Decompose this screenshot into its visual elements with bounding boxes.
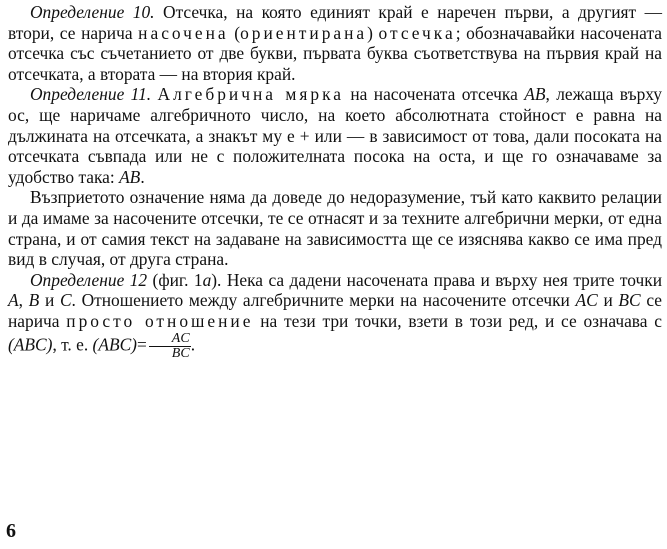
p2-segment-ab-1: AB <box>524 84 546 105</box>
p4-text-g: . <box>190 334 196 354</box>
p4-point-b: B <box>28 290 40 311</box>
p4-text-c: . Отношението между алгебричните мерки на насочените отсечки <box>71 290 576 311</box>
body-text <box>8 2 662 361</box>
p4-point-a: A <box>8 290 19 311</box>
p4-abc-notation-1: (ABC) <box>8 334 53 354</box>
p1-text-b: ( <box>228 22 241 43</box>
p4-fig-ref: (фиг. 1 <box>147 269 203 290</box>
p1-spaced-term-2: ориентирана <box>240 22 368 43</box>
p2-text-b: на насочената отсечка <box>343 84 525 105</box>
p4-text-b: ). Нека са дадени насочената права и върху нея трите точки <box>211 269 662 290</box>
definition-12-term: Определение 12 <box>30 269 148 290</box>
p4-and: и <box>39 290 60 311</box>
page-number: 6 <box>6 520 16 542</box>
definition-12-paragraph <box>8 270 662 361</box>
fraction-numerator: AC <box>171 330 190 346</box>
ratio-fraction <box>149 332 191 361</box>
definition-10-term: Определение 10. <box>30 2 155 22</box>
p4-text-f: , т. е. <box>52 334 93 354</box>
definition-10-paragraph <box>8 2 662 84</box>
p4-segment-ac: AC <box>575 290 598 311</box>
p4-segment-bc: BC <box>618 290 641 311</box>
p3-text: Възприетото означение няма да доведе до недоразумение, тъй като каквито релации и да имаме за насочените отсечки, те се отнасят и за техните алгебрични мерки, от една страна, и от самия текст на задаване на зависимостта ще се изяснява какво се има пред вид в случая, от друга страна. <box>8 187 662 270</box>
p1-spaced-term-1: насочена <box>138 22 229 43</box>
p4-comma: , <box>18 290 29 311</box>
definition-11-term: Определение 11. <box>30 84 152 105</box>
p4-text-e: на тези три точки, взети в този ред, и се означава с <box>253 310 662 331</box>
p2-segment-ab-2: AB <box>119 166 141 187</box>
p2-text-d: . <box>140 166 145 187</box>
p4-equals: = <box>136 334 147 354</box>
p2-text-c: , лежаща върху ос, ще наричаме алгебричното число, на което абсолютната стойност е равна на дължината на отсечката, а знакът му е + или — в зависимост от това, дали посоката на отсечката съвпада или не с положителната посока на оста, и ще го означаваме за удобство така: <box>8 84 662 187</box>
p4-fig-letter: а <box>202 269 212 290</box>
p4-text-d: се нарича <box>8 290 662 331</box>
p1-text-d: ; обозначавайки насочената отсечка със съчетанието от две букви, първата буква съответствува на първия край на отсечката, а втората — на втория край. <box>8 22 662 84</box>
definition-11-paragraph <box>8 84 662 187</box>
p4-abc-notation-2: (ABC) <box>92 334 137 354</box>
p4-point-c: C <box>59 290 72 311</box>
p2-spaced-term-1: Алгебрична мярка <box>157 84 344 105</box>
p4-spaced-term: просто отношение <box>66 310 254 331</box>
p1-text-c: ) <box>367 22 379 43</box>
notation-paragraph <box>8 187 662 269</box>
fraction-denominator: BC <box>149 346 191 361</box>
p1-text-a: Отсечка, на която единият край е наречен първи, а другият — втори, се нарича <box>8 2 662 43</box>
p1-spaced-term-3: отсечка <box>378 22 456 43</box>
p4-and-2: и <box>597 290 619 311</box>
